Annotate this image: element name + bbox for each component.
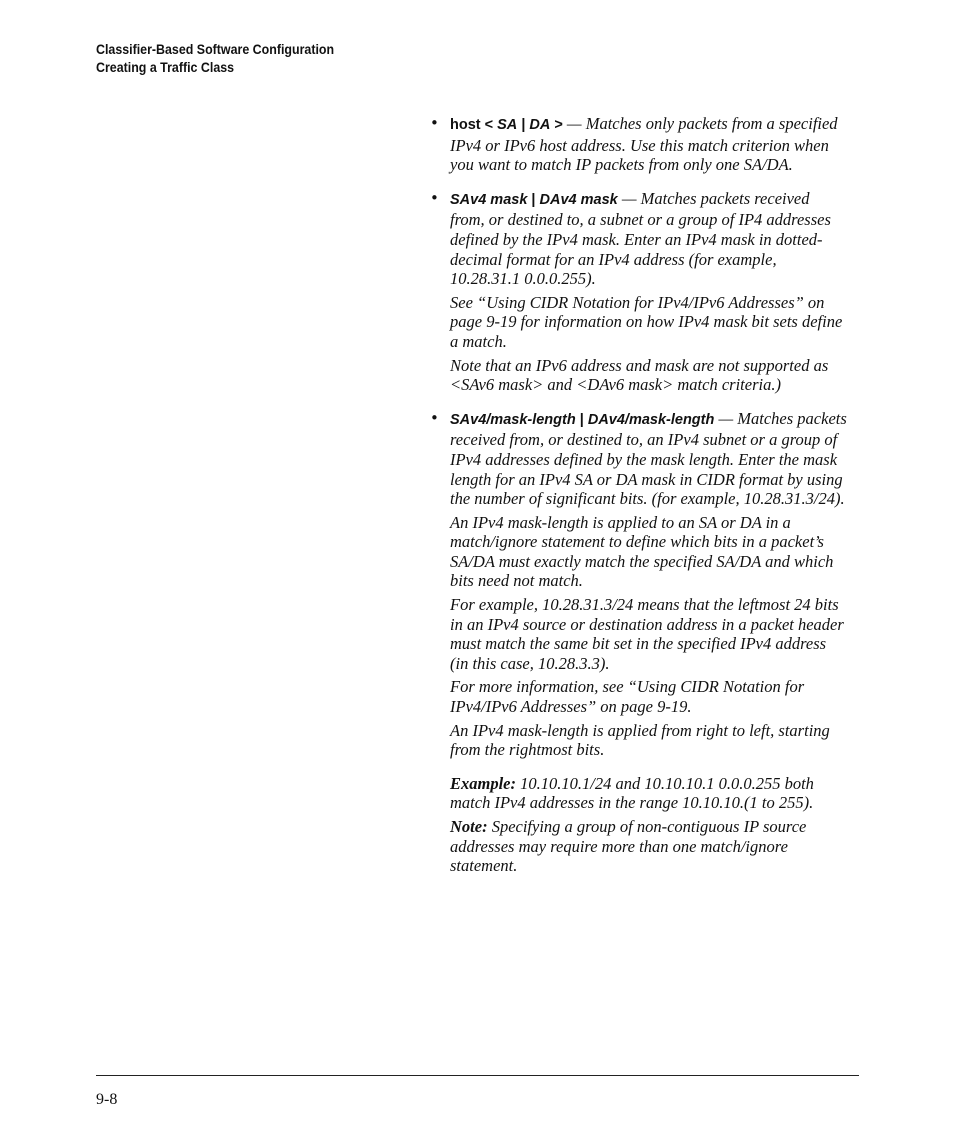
list-item-text: SAv4/mask-length | DAv4/mask-length — Matches packets received from, or destined to, an IPv4 subnet or a group of IPv4 addresses defined by the mask length. Enter the mask length for an IPv4 SA or DA mask in CIDR format by using the number of significant bits. (for example, 10.28.31.3/24). [450, 408, 847, 509]
page-number: 9-8 [96, 1091, 118, 1108]
paragraph: Note that an IPv6 address and mask are not supported as <SAv6 mask> and <DAv6 mask> match criteria.) [450, 355, 829, 395]
list-item [428, 409, 848, 760]
chapter-title: Classifier-Based Software Configuration [96, 42, 335, 57]
running-header [96, 41, 334, 77]
example-label: Example: [450, 773, 516, 793]
note-label: Note: [450, 817, 488, 836]
main-content [428, 114, 848, 880]
bullet-icon: • [430, 188, 439, 207]
paragraph: For more information, see “Using CIDR Notation for IPv4/IPv6 Addresses” on page 9-19. [450, 677, 805, 717]
list-item [428, 189, 848, 395]
note-paragraph: Note: Specifying a group of non-contiguous IP source addresses may require more than one match/ignore statement. [450, 817, 807, 876]
list-item-text: host < SA | DA > — Matches only packets from a specified IPv4 or IPv6 host address. Use this match criterion when you want to match IP packets from only one SA/DA. [450, 114, 838, 175]
example-paragraph: Example: 10.10.10.1/24 and 10.10.10.1 0.0.0.255 both match IPv4 addresses in the range 10.10.10.(1 to 255). [450, 773, 814, 813]
bullet-icon: • [430, 408, 439, 427]
list-item [428, 114, 848, 175]
paragraph: An IPv4 mask-length is applied to an SA or DA in a match/ignore statement to define which bits in a packet’s SA/DA must exactly match the specified SA/DA and which bits need not match. [450, 512, 834, 591]
paragraph: See “Using CIDR Notation for IPv4/IPv6 Addresses” on page 9-19 for information on how IPv4 mask bit sets define a match. [450, 292, 843, 351]
paragraph: For example, 10.28.31.3/24 means that the leftmost 24 bits in an IPv4 source or destination address in a packet header must match the same bit set in the specified IPv4 address (in this case, 10.28.3.3). [450, 595, 844, 673]
bullet-icon: • [430, 114, 439, 132]
paragraph: An IPv4 mask-length is applied from right to left, starting from the rightmost bits. [450, 720, 830, 760]
footer-divider [96, 1075, 859, 1076]
section-title: Creating a Traffic Class [96, 60, 235, 75]
list-item-text: SAv4 mask | DAv4 mask — Matches packets received from, or destined to, a subnet or a group of IP4 addresses defined by the IPv4 mask. Enter an IPv4 mask in dotted-decimal format for an IPv4 address (for example, 10.28.31.1 0.0.0.255). [450, 188, 831, 289]
